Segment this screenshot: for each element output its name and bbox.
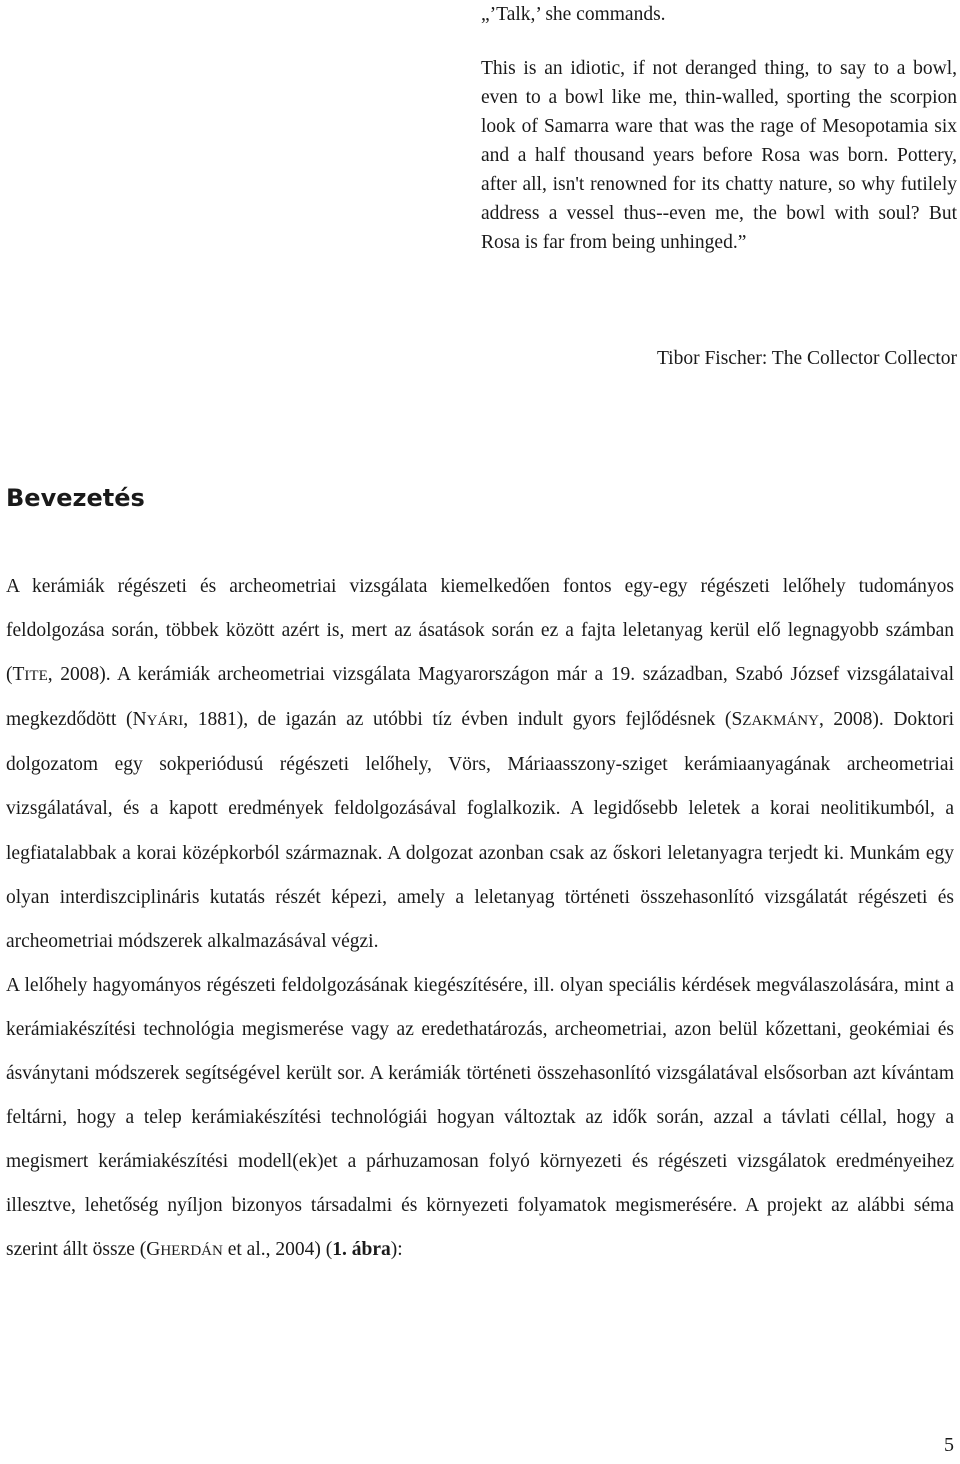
citation-author-nyari (133, 709, 184, 730)
text-run: , 2008). A kerámiák archeometriai vizsgálata Magyarországon már a 19. században, Szabó József vizsgálataival megkezdődött ( (6, 664, 954, 731)
citation-initial: N (132, 709, 147, 731)
body-paragraph-2 (6, 964, 954, 1274)
body-text (6, 565, 954, 1274)
epigraph-first-line: „’Talk,’ she commands. (481, 4, 666, 25)
epigraph (481, 0, 957, 257)
text-run: , 1881), de igazán az utóbbi tíz évben indult gyors fejlődésnek ( (183, 709, 732, 731)
figure-reference: 1. ábra (332, 1239, 391, 1261)
citation-author-tite (13, 664, 48, 685)
text-run: et al., 2004) ( (222, 1239, 333, 1261)
epigraph-attribution: Tibor Fischer: The Collector Collector (656, 348, 957, 369)
citation-smallcaps: HERDÁN (160, 1243, 223, 1260)
citation-initial: S (731, 709, 743, 731)
text-run: A kerámiák régészeti és archeometriai vizsgálata kiemelkedően fontos egy-egy régészeti lelőhely tudományos feldolgozása során, többek között azért is, mert az ásatások során ez a fajta leletanyag kerül elő legnagyobb számban ( (6, 576, 954, 686)
citation-author-gherdan (146, 1239, 223, 1260)
text-run: ): (390, 1239, 403, 1261)
page-number: 5 (944, 1434, 954, 1456)
citation-initial: T (12, 664, 25, 686)
text-run: , 2008). Doktori dolgozatom egy sokperiódusú régészeti lelőhely, Vörs, Máriaasszony-sziget kerámiaanyagának archeometriai vizsgálatával, és a kapott eredmények feldolgozásával foglalkozik. A legidősebb leletek a korai neolitikumból, a legfiatalabbak a korai középkorból származnak. A dolgozat azonban csak az őskori leletanyagra terjedt ki. Munkám egy olyan interdiszciplináris kutatás részét képezi, amely a leletanyag történeti összehasonlító vizsgálatát régészeti és archeometriai módszerek alkalmazásával végzi. (6, 709, 954, 952)
body-paragraph-1 (6, 565, 954, 964)
section-heading: Bevezetés (6, 484, 145, 512)
citation-smallcaps: ITE (24, 668, 48, 685)
citation-smallcaps: ZAKMÁNY (742, 713, 819, 730)
citation-author-szakmany (731, 709, 819, 730)
citation-initial: G (146, 1239, 161, 1261)
text-run: A lelőhely hagyományos régészeti feldolgozásának kiegészítésére, ill. olyan speciális kérdések megválaszolására, mint a kerámiakészítési technológia megismerése vagy az eredethatározás, archeometriai, azon belül kőzettani, geokémiai és ásványtani módszerek segítségével került sor. A kerámiák történeti összehasonlító vizsgálatával elsősorban azt kívántam feltárni, hogy a telep kerámiakészítési technológiái hogyan változtak az idők során, azzal a távlati céllal, hogy a megismert kerámiakészítési modell(ek)et a párhuzamosan folyó környezeti és régészeti vizsgálatok eredményeihez illesztve, lehetőség nyíljon bizonyos társadalmi és környezeti folyamatok megismerésére. A projekt az alábbi séma szerint állt össze ( (6, 974, 954, 1261)
epigraph-quote: This is an idiotic, if not deranged thing, to say to a bowl, even to a bowl like me, thin-walled, sporting the scorpion look of Samarra ware that was the rage of Mesopotamia six and a half thousand years before Rosa was born. Pottery, after all, isn't renowned for its chatty nature, so why futilely address a vessel thus--even me, the bowl with soul? But Rosa is far from being unhinged.” (481, 58, 957, 253)
citation-smallcaps: YÁRI (146, 713, 184, 730)
